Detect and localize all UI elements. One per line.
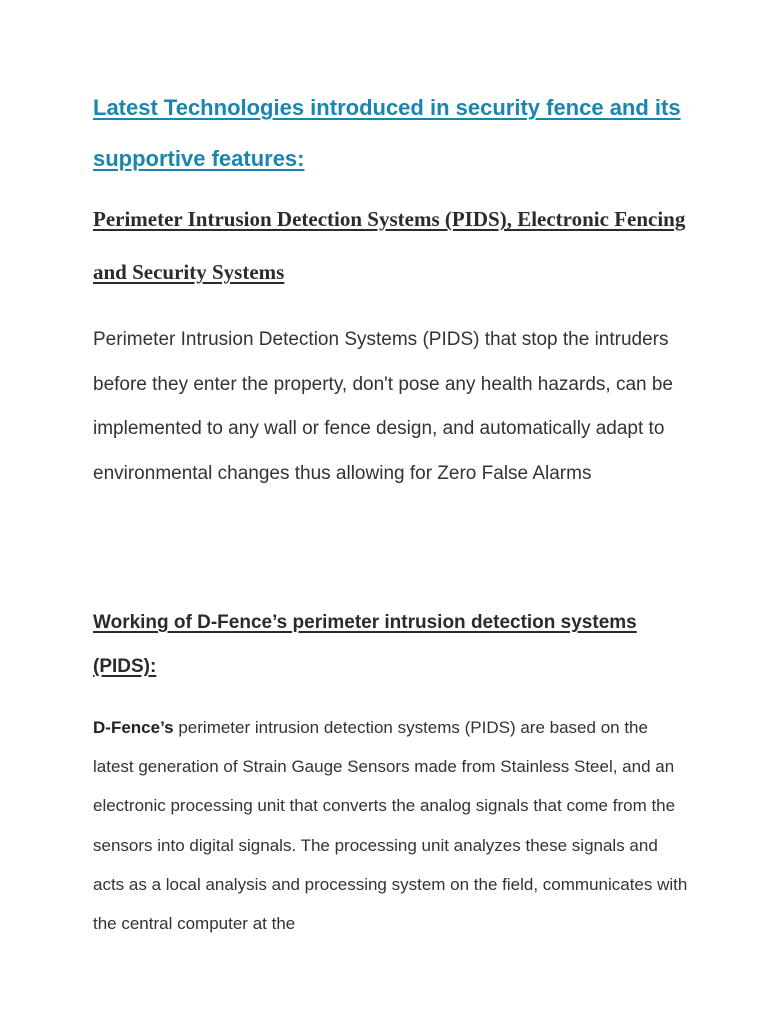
company-name-bold: D-Fence’s xyxy=(93,718,174,737)
intro-paragraph: Perimeter Intrusion Detection Systems (PIDS) that stop the intruders before they enter the property, don't pose any health hazards, can be implemented to any wall or fence design, and automatically adapt to environmental changes thus allowing for Zero False Alarms xyxy=(93,329,673,485)
section-heading: Perimeter Intrusion Detection Systems (PIDS), Electronic Fencing and Security Systems xyxy=(93,207,686,284)
working-paragraph-text: perimeter intrusion detection systems (PIDS) are based on the latest generation of Strain Gauge Sensors made from Stainless Steel, and an electronic processing unit that converts the analog signals that come from the sensors into digital signals. The processing unit analyzes these signals and acts as a local analysis and processing system on the field, communicates with the central computer at the xyxy=(93,718,688,934)
title-link-heading[interactable]: Latest Technologies introduced in security fence and its supportive features: xyxy=(93,95,681,171)
working-paragraph xyxy=(93,708,693,943)
working-heading: Working of D-Fence’s perimeter intrusion detection systems (PIDS): xyxy=(93,612,637,677)
